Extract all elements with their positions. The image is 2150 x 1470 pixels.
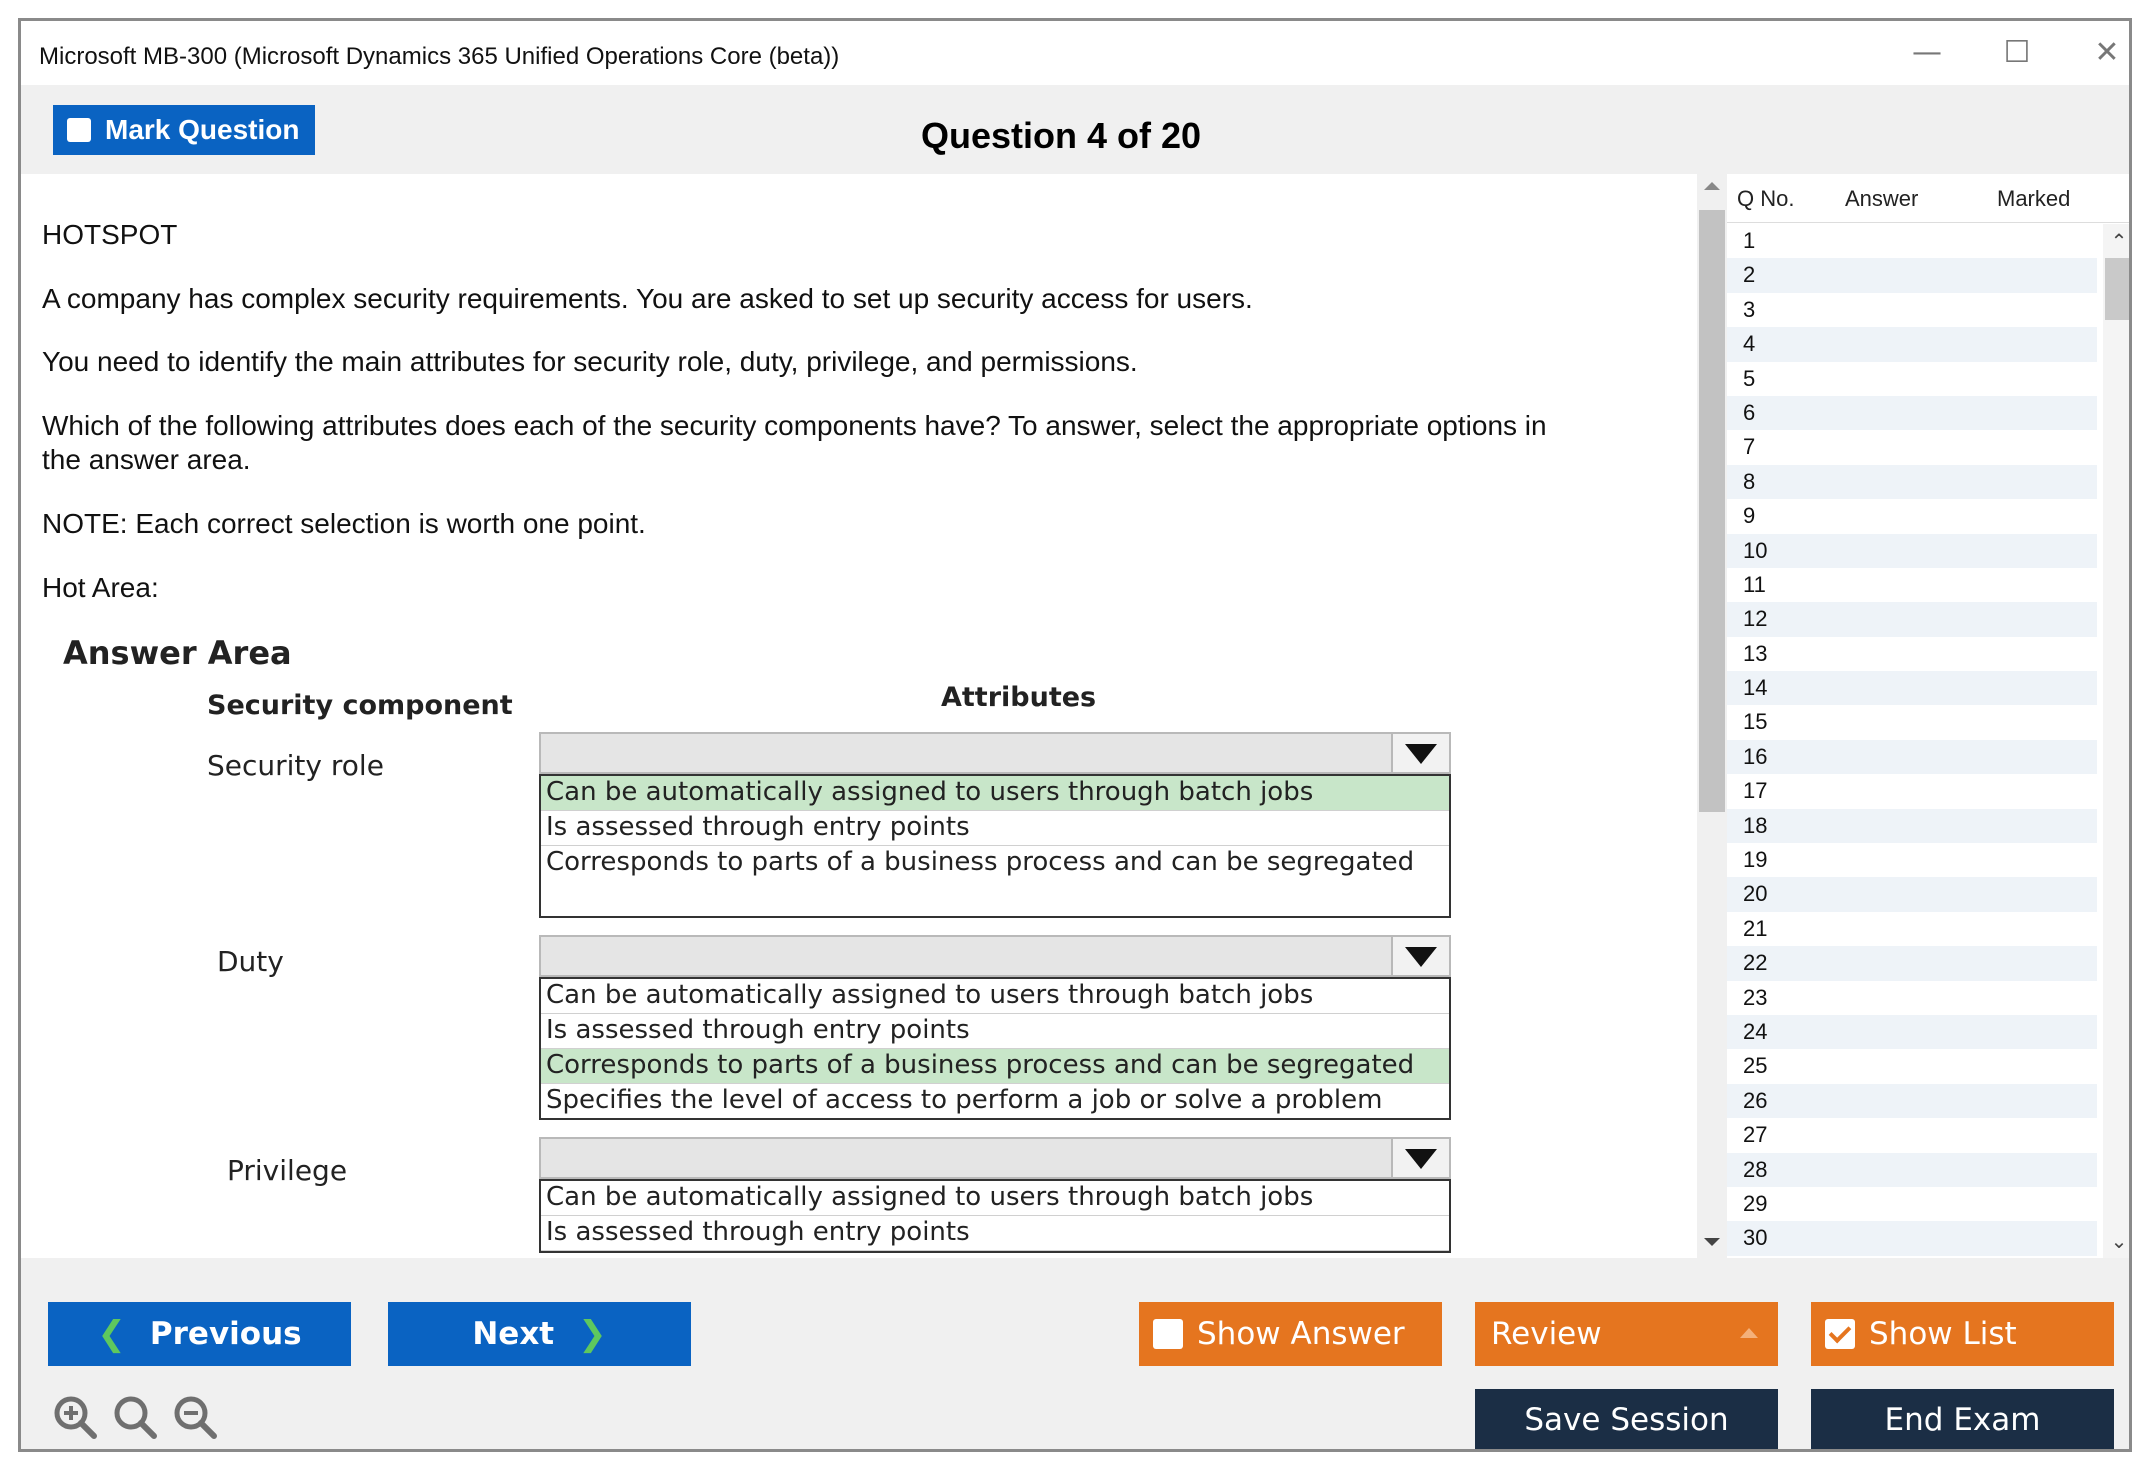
hot-area-label: Hot Area: (42, 572, 159, 603)
review-label: Review (1491, 1316, 1602, 1352)
question-list-row[interactable]: 6 (1727, 396, 2097, 430)
caret-up-icon (1740, 1328, 1758, 1338)
question-list-row[interactable]: 26 (1727, 1084, 2097, 1118)
dropdown-security-role[interactable] (539, 732, 1451, 774)
question-list-row[interactable]: 3 (1743, 296, 1756, 322)
show-answer-label: Show Answer (1197, 1316, 1405, 1352)
question-counter: Question 4 of 20 (921, 115, 1202, 156)
question-paragraph-3: Which of the following attributes does each of the security components have? To answer, select the appropriate options in (42, 410, 1547, 441)
next-button[interactable] (388, 1302, 691, 1366)
question-list-row[interactable]: 23 (1743, 984, 1768, 1010)
previous-button[interactable] (48, 1302, 351, 1366)
zoom-in-icon[interactable] (51, 1393, 99, 1441)
option-item[interactable]: Is assessed through entry points (541, 1216, 1449, 1251)
chevron-right-icon: ❯ (578, 1314, 607, 1354)
question-list-row[interactable]: 29 (1743, 1190, 1768, 1216)
component-label-security-role: Security role (207, 749, 384, 782)
dropdown-arrow-icon[interactable] (1391, 734, 1449, 772)
scroll-down-icon[interactable] (1704, 1238, 1720, 1246)
column-attributes: Attributes (941, 682, 1097, 713)
close-button[interactable]: ✕ (2094, 35, 2120, 70)
chevron-left-icon: ❮ (97, 1314, 126, 1354)
question-list-row[interactable]: 8 (1727, 465, 2097, 499)
options-list-security-role (539, 774, 1451, 918)
question-paragraph-2: You need to identify the main attributes for security role, duty, privilege, and permissions. (42, 346, 1138, 377)
review-button[interactable] (1475, 1302, 1778, 1366)
question-list-row[interactable]: 28 (1727, 1153, 2097, 1187)
question-list-row[interactable]: 27 (1743, 1122, 1768, 1148)
option-item[interactable]: Can be automatically assigned to users through batch jobs (541, 776, 1449, 811)
dropdown-privilege[interactable] (539, 1137, 1451, 1179)
mark-question-label: Mark Question (105, 114, 300, 145)
hotspot-duty (539, 935, 1451, 1120)
question-content (21, 174, 1697, 1258)
question-list-row[interactable]: 19 (1743, 847, 1768, 873)
maximize-button[interactable]: ☐ (2003, 35, 2031, 70)
dropdown-duty[interactable] (539, 935, 1451, 977)
question-list-row[interactable]: 1 (1743, 228, 1756, 253)
chevron-up-icon[interactable]: ⌃ (2110, 229, 2128, 253)
scrollbar-thumb[interactable] (1699, 210, 1725, 812)
answer-area-title: Answer Area (63, 634, 292, 672)
question-list-row[interactable]: 30 (1727, 1221, 2097, 1255)
dropdown-arrow-icon[interactable] (1391, 937, 1449, 975)
hotspot-security-role (539, 732, 1451, 918)
question-list-row[interactable]: 7 (1743, 434, 1756, 460)
hotspot-privilege (539, 1137, 1451, 1253)
show-list-button[interactable] (1811, 1302, 2114, 1366)
question-list-row[interactable]: 12 (1727, 602, 2097, 636)
question-list-scrollbar[interactable] (2103, 224, 2132, 1258)
question-list-row[interactable]: 22 (1727, 946, 2097, 980)
options-list-privilege (539, 1179, 1451, 1253)
exam-window (18, 18, 2132, 1452)
question-paragraph-3-cont: the answer area. (42, 444, 251, 475)
question-list-row[interactable]: 20 (1727, 877, 2097, 911)
question-list-row[interactable]: 10 (1727, 534, 2097, 568)
question-list-row[interactable]: 17 (1743, 778, 1768, 804)
option-item[interactable]: Can be automatically assigned to users through batch jobs (541, 1181, 1449, 1216)
scrollbar-thumb[interactable] (2105, 258, 2132, 320)
question-list-row[interactable]: 11 (1743, 571, 1766, 597)
question-header (21, 85, 2129, 174)
question-list-row[interactable]: 13 (1743, 640, 1768, 666)
question-list-row[interactable]: 9 (1743, 503, 1756, 529)
question-list-row[interactable]: 14 (1727, 671, 2097, 705)
content-scrollbar[interactable] (1697, 174, 1727, 1258)
show-list-checkbox-icon (1825, 1319, 1855, 1349)
question-list-row[interactable]: 15 (1743, 709, 1768, 735)
question-list-row[interactable]: 25 (1743, 1053, 1768, 1079)
column-marked: Marked (1997, 186, 2071, 211)
question-list-row[interactable]: 24 (1727, 1015, 2097, 1049)
next-label: Next (472, 1316, 555, 1352)
question-type: HOTSPOT (42, 219, 178, 250)
question-list-header (1727, 174, 2132, 223)
question-list-row[interactable]: 5 (1743, 365, 1756, 391)
title-bar (21, 21, 2129, 85)
component-label-duty: Duty (217, 945, 284, 978)
question-list-panel (1727, 174, 2132, 1258)
option-item[interactable]: Corresponds to parts of a business process and can be segregated (546, 847, 1415, 877)
options-list-duty (539, 977, 1451, 1120)
show-answer-button[interactable] (1139, 1302, 1442, 1366)
question-list-row[interactable]: 18 (1727, 809, 2097, 843)
question-list-row[interactable]: 4 (1727, 327, 2097, 361)
zoom-out-icon[interactable] (171, 1393, 219, 1441)
column-answer: Answer (1845, 186, 1919, 211)
show-list-label: Show List (1869, 1316, 2017, 1352)
column-qno: Q No. (1737, 186, 1795, 211)
dropdown-arrow-icon[interactable] (1391, 1139, 1449, 1177)
option-item[interactable]: Is assessed through entry points (541, 811, 1449, 846)
minimize-button[interactable]: — (1912, 35, 1942, 70)
scroll-up-icon[interactable] (1704, 182, 1720, 190)
save-session-button[interactable]: Save Session (1475, 1389, 1778, 1451)
component-label-privilege: Privilege (227, 1154, 348, 1187)
chevron-down-icon[interactable]: ⌄ (2110, 1229, 2128, 1253)
question-paragraph-1: A company has complex security requirements. You are asked to set up security access for users. (42, 283, 1253, 314)
question-list-row[interactable]: 16 (1727, 740, 2097, 774)
mark-question-button[interactable] (53, 105, 315, 155)
column-security-component: Security component (207, 690, 513, 721)
question-list-row[interactable]: 21 (1743, 915, 1768, 941)
option-item[interactable]: Can be automatically assigned to users through batch jobs (541, 979, 1449, 1014)
question-list-rows (1727, 224, 2097, 1256)
previous-label: Previous (149, 1316, 302, 1352)
window-title: Microsoft MB-300 (Microsoft Dynamics 365 Unified Operations Core (beta)) (39, 43, 840, 70)
show-answer-checkbox-icon (1153, 1319, 1183, 1349)
question-note: NOTE: Each correct selection is worth one point. (42, 508, 646, 539)
question-list-row[interactable]: 2 (1727, 258, 2097, 292)
option-item[interactable]: Is assessed through entry points (541, 1014, 1449, 1049)
footer-bar (21, 1258, 2129, 1449)
end-exam-button[interactable]: End Exam (1811, 1389, 2114, 1451)
option-item[interactable]: Corresponds to parts of a business process and can be segregated (541, 1049, 1449, 1084)
option-item[interactable]: Specifies the level of access to perform a job or solve a problem (546, 1085, 1383, 1115)
zoom-reset-icon[interactable] (111, 1393, 159, 1441)
mark-checkbox-icon (67, 118, 91, 142)
